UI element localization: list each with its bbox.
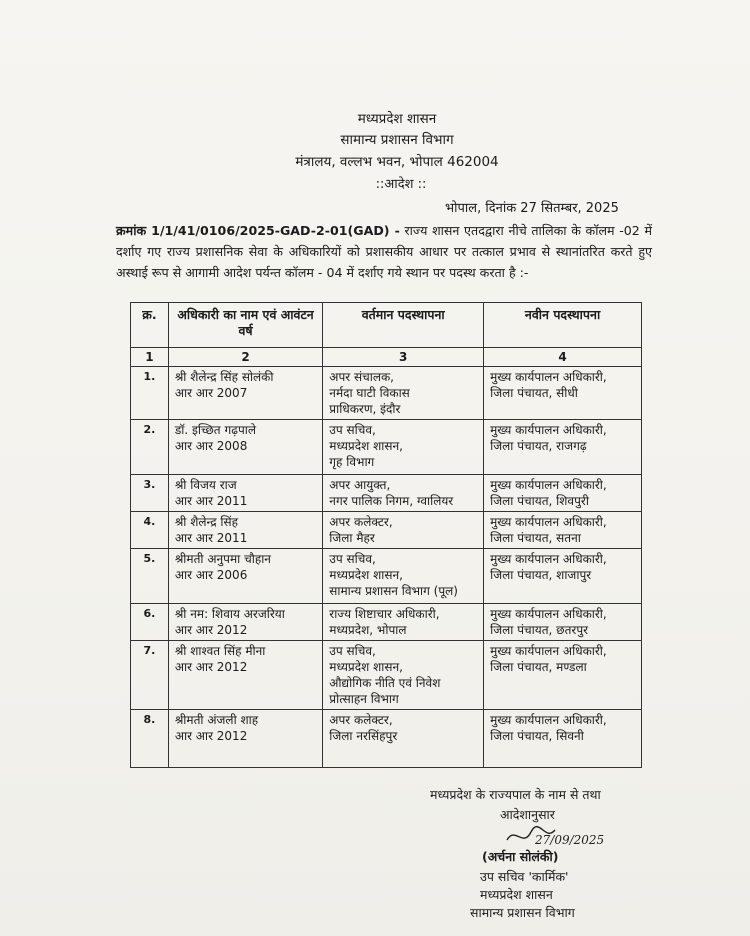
row-serial: 6. <box>131 604 169 641</box>
column-number: 2 <box>168 348 322 367</box>
department-title: सामान्य प्रशासन विभाग <box>340 132 454 148</box>
govt-title: मध्यप्रदेश शासन <box>357 111 437 127</box>
officer-name: श्री शाश्वत सिंह मीना <box>174 644 266 658</box>
order-paragraph <box>116 220 652 283</box>
officer-batch: आर आर 2012 <box>174 623 248 637</box>
header-officer: अधिकारी का नाम एवं आवंटन वर्ष <box>168 303 322 348</box>
current-posting-cell <box>323 512 484 549</box>
new-posting-cell <box>484 367 642 420</box>
officer-cell <box>168 604 322 641</box>
current-posting-line: अपर कलेक्टर, <box>329 713 393 727</box>
new-posting-line: मुख्य कार्यपालन अधिकारी, <box>490 515 607 529</box>
officer-batch: आर आर 2011 <box>174 494 248 508</box>
officer-name: डॉ. इच्छित गढ़पाले <box>174 423 257 437</box>
officer-cell <box>168 367 322 420</box>
officer-cell <box>168 549 322 604</box>
new-posting-line: मुख्य कार्यपालन अधिकारी, <box>490 607 607 621</box>
row-serial: 3. <box>131 475 169 512</box>
table-row <box>131 641 642 710</box>
table-row <box>131 710 642 768</box>
table-row <box>131 549 642 604</box>
new-posting-line: जिला पंचायत, शिवपुरी <box>490 494 589 508</box>
signatory-name: (अर्चना सोलंकी) <box>482 849 559 864</box>
new-posting-line: मुख्य कार्यपालन अधिकारी, <box>490 423 607 437</box>
row-serial: 7. <box>131 641 169 710</box>
governor-authority-line: मध्यप्रदेश के राज्यपाल के नाम से तथा <box>430 787 601 802</box>
table-row <box>131 512 642 549</box>
current-posting-line: उप सचिव, <box>329 644 376 658</box>
officer-name: श्री शैलेन्द्र सिंह <box>174 515 239 529</box>
current-posting-line: नगर पालिक निगम, ग्वालियर <box>329 494 454 508</box>
officer-cell <box>168 641 322 710</box>
order-heading: ::आदेश :: <box>375 177 427 192</box>
table-row <box>131 475 642 512</box>
current-posting-cell <box>323 475 484 512</box>
current-posting-cell <box>323 641 484 710</box>
address-line: मंत्रालय, वल्लभ भवन, भोपाल 462004 <box>295 154 499 170</box>
signatory-department: सामान्य प्रशासन विभाग <box>470 905 575 920</box>
current-posting-line: नर्मदा घाटी विकास <box>329 386 410 400</box>
current-posting-cell <box>323 420 484 475</box>
current-posting-line: मध्यप्रदेश शासन, <box>329 568 403 582</box>
header-new-posting: नवीन पदस्थापना <box>484 303 642 348</box>
new-posting-line: जिला पंचायत, राजगढ़ <box>490 439 587 453</box>
new-posting-cell <box>484 512 642 549</box>
officer-cell <box>168 710 322 768</box>
current-posting-line: अपर आयुक्त, <box>329 478 391 492</box>
new-posting-cell <box>484 710 642 768</box>
current-posting-line: राज्य शिष्टाचार अधिकारी, <box>329 607 440 621</box>
current-posting-cell <box>323 367 484 420</box>
column-number-row <box>131 348 642 367</box>
current-posting-line: मध्यप्रदेश, भोपाल <box>329 623 407 637</box>
current-posting-line: जिला नरसिंहपुर <box>329 729 398 743</box>
current-posting-line: उप सचिव, <box>329 552 376 566</box>
new-posting-line: जिला पंचायत, सतना <box>490 531 581 545</box>
current-posting-cell <box>323 710 484 768</box>
new-posting-line: मुख्य कार्यपालन अधिकारी, <box>490 552 607 566</box>
signatory-designation: उप सचिव 'कार्मिक' <box>480 869 569 884</box>
officer-cell <box>168 512 322 549</box>
column-number: 4 <box>484 348 642 367</box>
order-text: राज्य शासन एतदद्वारा नीचे तालिका के कॉलम -02 में दर्शाए गए राज्य प्रशासनिक सेवा के अधिकारियों को प्रशासकीय आधार पर तत्काल प्रभाव से स्थानांतरित करते हुए अस्थाई रूप से आगामी आदेश पर्यन्त कॉलम - 04 में दर्शाए गये स्थान पर पदस्थ करता है :- <box>116 223 652 280</box>
header-serial: क्र. <box>131 303 169 348</box>
officer-batch: आर आर 2006 <box>174 568 248 582</box>
handwritten-date: 27/09/2025 <box>535 833 605 847</box>
officer-batch: आर आर 2012 <box>174 660 248 674</box>
row-serial: 8. <box>131 710 169 768</box>
new-posting-cell <box>484 604 642 641</box>
signatory-org: मध्यप्रदेश शासन <box>480 887 553 902</box>
new-posting-cell <box>484 420 642 475</box>
row-serial: 2. <box>131 420 169 475</box>
officer-cell <box>168 420 322 475</box>
officer-batch: आर आर 2007 <box>174 386 248 400</box>
by-order-line: आदेशानुसार <box>500 807 555 822</box>
new-posting-line: जिला पंचायत, छतरपुर <box>490 623 589 637</box>
officer-name: श्री विजय राज <box>174 478 237 492</box>
officer-batch: आर आर 2011 <box>174 531 248 545</box>
table-row <box>131 367 642 420</box>
current-posting-line: प्राधिकरण, इंदौर <box>329 402 401 416</box>
new-posting-line: जिला पंचायत, सीधी <box>490 386 578 400</box>
new-posting-line: जिला पंचायत, मण्डला <box>490 660 587 674</box>
current-posting-line: अपर कलेक्टर, <box>329 515 393 529</box>
new-posting-cell <box>484 475 642 512</box>
current-posting-line: अपर संचालक, <box>329 370 394 384</box>
new-posting-line: मुख्य कार्यपालन अधिकारी, <box>490 478 607 492</box>
new-posting-line: जिला पंचायत, सिवनी <box>490 729 584 743</box>
column-number: 1 <box>131 348 169 367</box>
current-posting-line: उप सचिव, <box>329 423 376 437</box>
officer-batch: आर आर 2008 <box>174 439 248 453</box>
officer-name: श्रीमती अंजली शाह <box>174 713 259 727</box>
order-reference: क्रमांक 1/1/41/0106/2025-GAD-2-01(GAD) - <box>116 223 400 238</box>
officer-batch: आर आर 2012 <box>174 729 248 743</box>
new-posting-cell <box>484 641 642 710</box>
header-current-posting: वर्तमान पदस्थापना <box>323 303 484 348</box>
current-posting-cell <box>323 549 484 604</box>
new-posting-line: मुख्य कार्यपालन अधिकारी, <box>490 370 607 384</box>
current-posting-line: मध्यप्रदेश शासन, <box>329 439 403 453</box>
new-posting-line: मुख्य कार्यपालन अधिकारी, <box>490 644 607 658</box>
current-posting-line: सामान्य प्रशासन विभाग (पूल) <box>329 584 458 598</box>
current-posting-line: प्रोत्साहन विभाग <box>329 692 399 706</box>
officer-name: श्री शैलेन्द्र सिंह सोलंकी <box>174 370 274 384</box>
current-posting-line: गृह विभाग <box>329 455 375 469</box>
current-posting-line: जिला मैहर <box>329 531 375 545</box>
row-serial: 4. <box>131 512 169 549</box>
officer-name: श्री नम: शिवाय अरजरिया <box>174 607 285 621</box>
current-posting-line: औद्योगिक नीति एवं निवेश <box>329 676 441 690</box>
row-serial: 1. <box>131 367 169 420</box>
new-posting-cell <box>484 549 642 604</box>
table-row <box>131 420 642 475</box>
row-serial: 5. <box>131 549 169 604</box>
current-posting-line: मध्यप्रदेश शासन, <box>329 660 403 674</box>
column-number: 3 <box>323 348 484 367</box>
officer-name: श्रीमती अनुपमा चौहान <box>174 552 271 566</box>
new-posting-line: जिला पंचायत, शाजापुर <box>490 568 592 582</box>
table-row <box>131 604 642 641</box>
transfer-table <box>130 302 642 768</box>
date-line: भोपाल, दिनांक 27 सितम्बर, 2025 <box>445 201 619 216</box>
new-posting-line: मुख्य कार्यपालन अधिकारी, <box>490 713 607 727</box>
handwritten-signature <box>505 822 625 850</box>
officer-cell <box>168 475 322 512</box>
current-posting-cell <box>323 604 484 641</box>
